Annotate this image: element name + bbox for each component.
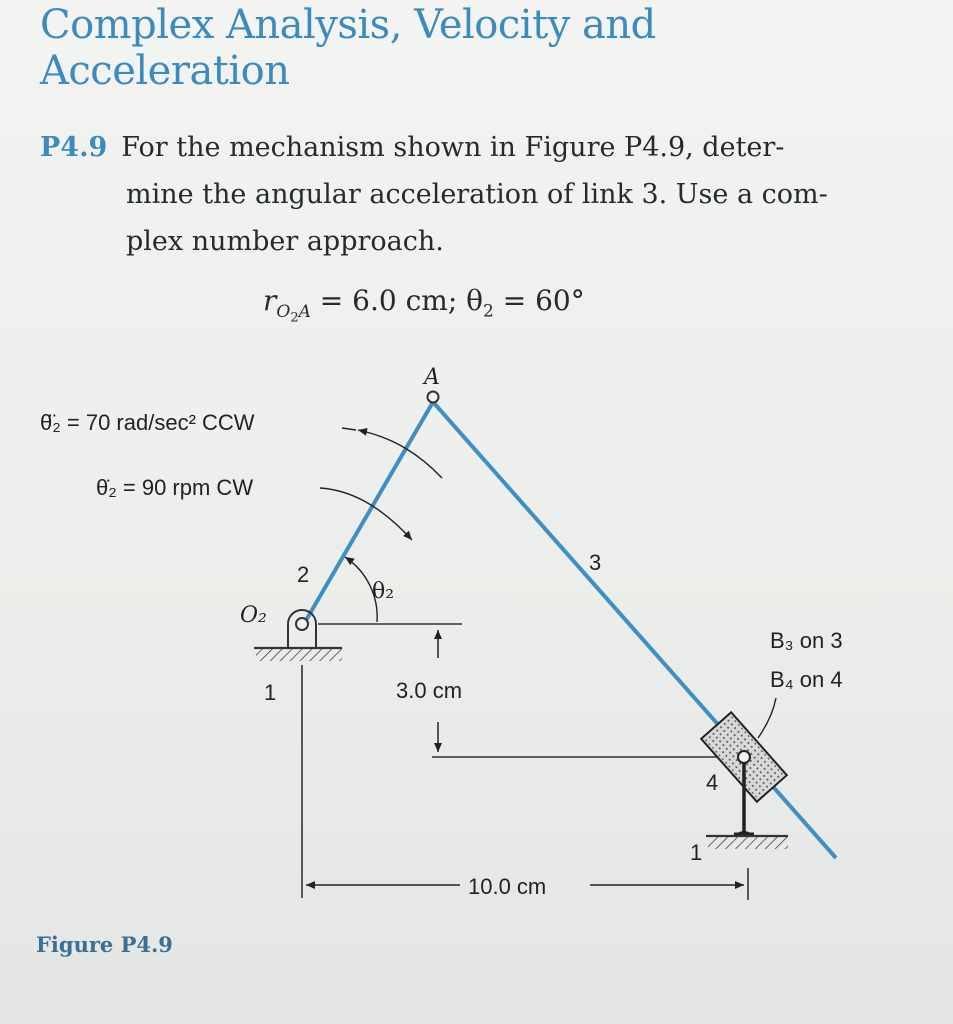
- link2-number: 2: [297, 562, 310, 587]
- joint-a: [428, 392, 439, 403]
- heading-line-2: Acceleration: [40, 48, 290, 94]
- ground1-right-label: 1: [690, 840, 703, 865]
- slider-b3-label: B₃ on 3: [770, 628, 843, 653]
- point-a-label: A: [424, 365, 440, 390]
- theta2-label: θ₂: [372, 579, 395, 604]
- ground1-left-label: 1: [264, 680, 277, 705]
- width-dim-label: 10.0 cm: [468, 874, 547, 899]
- theta-symbol: θ: [466, 284, 484, 317]
- accel-arc: [358, 430, 442, 478]
- r-sub-sub: 2: [290, 309, 299, 325]
- link4-number: 4: [706, 770, 719, 795]
- theta-value: = 60°: [493, 284, 585, 317]
- r-symbol: r: [263, 284, 277, 317]
- height-dimension: [432, 630, 748, 757]
- slider-b4-label: B₄ on 4: [770, 667, 843, 692]
- link-2: [305, 402, 433, 622]
- problem-line-3: plex number approach.: [126, 226, 444, 257]
- problem-line-2: mine the angular acceleration of link 3. Use a com-: [126, 179, 828, 210]
- accel-label: θ̈₂ = 70 rad/sec² CCW: [40, 410, 255, 435]
- velocity-label: θ̇₂ = 90 rpm CW: [96, 475, 254, 500]
- figure-caption: Figure P4.9: [36, 932, 173, 957]
- ground-pivot-o2: [254, 610, 342, 661]
- b-label-leader: [758, 698, 776, 738]
- height-dim-label: 3.0 cm: [396, 678, 463, 703]
- accel-leader: [342, 428, 356, 430]
- problem-number: P4.9: [40, 132, 108, 163]
- link3-number: 3: [589, 550, 602, 575]
- theta-sub: 2: [483, 301, 494, 322]
- r-value: = 6.0 cm;: [310, 284, 467, 317]
- ground-link4: [706, 836, 788, 849]
- r-sub-tail: A: [298, 301, 311, 322]
- r-sub-main: O: [276, 301, 291, 322]
- heading-line-1: Complex Analysis, Velocity and: [40, 2, 656, 48]
- problem-text-1: For the mechanism shown in Figure P4.9, deter-: [121, 132, 785, 163]
- pivot-o2-label: O₂: [240, 603, 267, 628]
